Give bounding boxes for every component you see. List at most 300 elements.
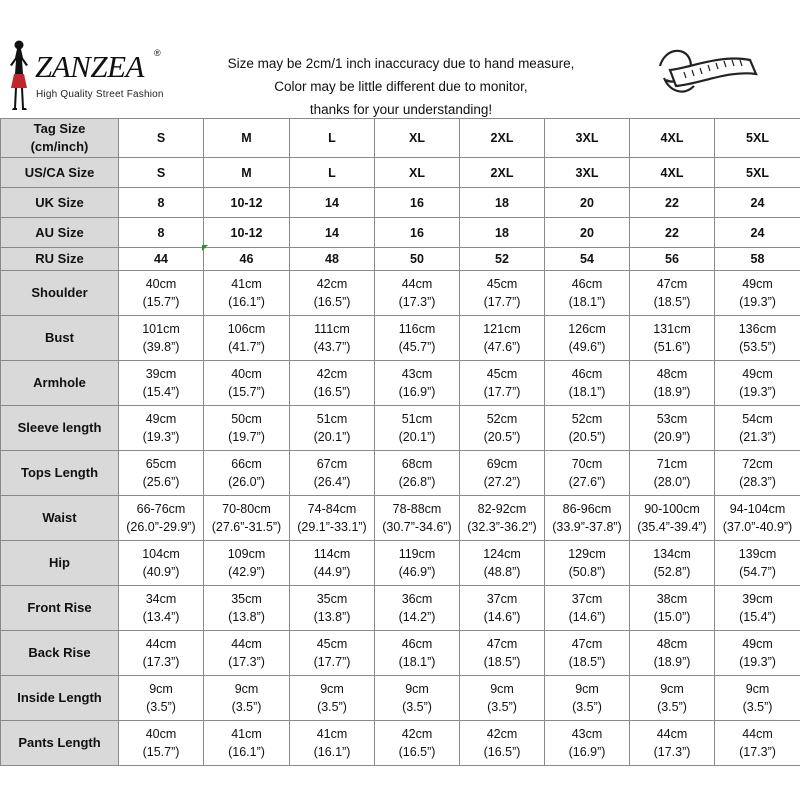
size-cell: 3XL — [545, 158, 630, 188]
cm-value: 48cm — [656, 367, 688, 381]
inch-value: (3.5”) — [657, 700, 687, 714]
inch-value: (14.6”) — [568, 610, 606, 624]
inch-value: (16.5”) — [483, 745, 521, 759]
cm-value: 9cm — [660, 682, 684, 696]
measure-cell — [119, 361, 204, 406]
measure-cell — [375, 361, 460, 406]
cm-value: 40cm — [231, 367, 262, 381]
inch-value: (13.8”) — [228, 610, 265, 624]
inch-value: (15.4”) — [739, 610, 776, 624]
measure-cell — [715, 361, 800, 406]
measure-cell — [204, 721, 290, 766]
row-label — [1, 119, 119, 158]
cm-value: 42cm — [401, 727, 433, 741]
cm-value: 45cm — [316, 637, 348, 651]
row-label — [1, 188, 119, 218]
inch-value: (26.8”) — [398, 475, 436, 489]
measure-cell — [715, 451, 800, 496]
cm-value: 37cm — [486, 592, 518, 606]
inch-value: (16.5”) — [313, 385, 351, 399]
measure-cell — [290, 451, 375, 496]
inch-value: (18.1”) — [568, 385, 606, 399]
cm-value: 37cm — [571, 592, 603, 606]
measure-cell — [290, 316, 375, 361]
inch-value: (18.5”) — [483, 655, 521, 669]
row-label: Shoulder — [1, 271, 119, 316]
size-chart-table — [0, 118, 800, 766]
size-cell: 48 — [290, 248, 375, 271]
cm-value: 49cm — [742, 277, 773, 291]
inch-value: (18.9”) — [653, 385, 691, 399]
measure-cell — [290, 586, 375, 631]
cm-value: 44cm — [145, 637, 177, 651]
inch-value: (15.7”) — [142, 745, 180, 759]
table-row — [1, 676, 800, 721]
size-cell: M — [204, 158, 290, 188]
measure-cell — [630, 496, 715, 541]
inch-value: (18.9”) — [653, 655, 691, 669]
row-label: Armhole — [1, 361, 119, 406]
table-row — [1, 496, 800, 541]
inch-value: (13.8”) — [313, 610, 351, 624]
cm-value: 9cm — [575, 682, 599, 696]
measure-cell — [375, 631, 460, 676]
cm-value: 9cm — [490, 682, 514, 696]
cm-value: 70-80cm — [222, 502, 271, 516]
inch-value: (35.4”-39.4”) — [637, 520, 707, 534]
measure-cell — [290, 496, 375, 541]
measure-cell — [460, 721, 545, 766]
size-cell: 58 — [715, 248, 800, 271]
cm-value: 39cm — [742, 592, 773, 606]
cm-value: 121cm — [483, 322, 521, 336]
cm-value: 45cm — [486, 277, 518, 291]
measure-cell — [630, 361, 715, 406]
inch-value: (39.8”) — [142, 340, 180, 354]
measure-cell — [545, 271, 630, 316]
measure-cell — [715, 631, 800, 676]
measure-cell — [204, 451, 290, 496]
cm-value: 34cm — [145, 592, 177, 606]
size-cell: 18 — [460, 188, 545, 218]
cm-value: 35cm — [231, 592, 262, 606]
inch-value: (16.9”) — [568, 745, 606, 759]
measure-cell — [375, 271, 460, 316]
size-cell: 3XL — [545, 119, 630, 158]
table-row — [1, 631, 800, 676]
row-label-line: RU Size — [35, 251, 84, 266]
table-row — [1, 361, 800, 406]
measure-cell — [630, 541, 715, 586]
inch-value: (3.5”) — [231, 700, 262, 714]
notice-line: thanks for your understanding! — [309, 102, 493, 117]
size-cell: 10-12 — [204, 218, 290, 248]
cm-value: 9cm — [745, 682, 770, 696]
measure-cell — [119, 496, 204, 541]
measure-cell — [290, 721, 375, 766]
cm-value: 49cm — [742, 637, 773, 651]
cm-value: 46cm — [401, 637, 433, 651]
measure-cell — [375, 406, 460, 451]
size-cell: L — [290, 119, 375, 158]
row-label: Waist — [1, 496, 119, 541]
size-cell: XL — [375, 158, 460, 188]
measure-cell — [715, 541, 800, 586]
measure-cell — [119, 451, 204, 496]
brand-tagline: High Quality Street Fashion — [36, 89, 164, 100]
measure-cell — [119, 271, 204, 316]
inch-value: (20.5”) — [483, 430, 521, 444]
cm-value: 69cm — [486, 457, 518, 471]
measure-cell — [460, 406, 545, 451]
cm-value: 94-104cm — [729, 502, 786, 516]
size-cell: 4XL — [630, 158, 715, 188]
cm-value: 46cm — [571, 367, 603, 381]
inch-value: (50.8”) — [568, 565, 606, 579]
measure-cell — [375, 586, 460, 631]
measure-cell — [460, 496, 545, 541]
cm-value: 48cm — [656, 637, 688, 651]
inch-value: (17.3”) — [228, 655, 265, 669]
measure-cell — [119, 541, 204, 586]
measure-cell — [460, 676, 545, 721]
cm-value: 49cm — [742, 367, 773, 381]
size-cell: 5XL — [715, 119, 800, 158]
size-cell: 8 — [119, 218, 204, 248]
size-cell: 22 — [630, 218, 715, 248]
measure-cell — [715, 496, 800, 541]
cm-value: 9cm — [405, 682, 429, 696]
inch-value: (14.2”) — [398, 610, 436, 624]
brand-name: ZANZEA — [35, 49, 144, 84]
inch-value: (33.9”-37.8”) — [552, 520, 622, 534]
size-cell: 8 — [119, 188, 204, 218]
cm-value: 9cm — [320, 682, 344, 696]
cm-value: 66cm — [231, 457, 262, 471]
measure-cell — [460, 586, 545, 631]
cm-value: 109cm — [227, 547, 266, 561]
cm-value: 43cm — [401, 367, 433, 381]
cm-value: 74-84cm — [307, 502, 357, 516]
cm-value: 54cm — [742, 412, 773, 426]
cm-value: 101cm — [142, 322, 180, 336]
measure-cell — [545, 406, 630, 451]
measurement-rows — [1, 271, 800, 766]
inch-value: (3.5”) — [572, 700, 602, 714]
cm-value: 38cm — [656, 592, 688, 606]
measure-cell — [715, 316, 800, 361]
cm-value: 86-96cm — [562, 502, 612, 516]
size-cell: 14 — [290, 188, 375, 218]
row-label-line: AU Size — [35, 224, 84, 240]
row-label: Front Rise — [1, 586, 119, 631]
inch-value: (17.3”) — [653, 745, 691, 759]
size-cell: 10-12 — [204, 188, 290, 218]
cm-value: 131cm — [653, 322, 691, 336]
table-row — [1, 188, 800, 218]
cm-value: 42cm — [486, 727, 518, 741]
inch-value: (17.3”) — [142, 655, 180, 669]
size-cell: 20 — [545, 188, 630, 218]
size-rows — [1, 119, 800, 271]
inch-value: (15.7”) — [228, 385, 265, 399]
inch-value: (18.5”) — [653, 295, 691, 309]
measure-cell — [545, 451, 630, 496]
measure-cell — [545, 586, 630, 631]
inch-value: (20.9”) — [653, 430, 691, 444]
cm-value: 116cm — [398, 322, 436, 336]
measure-cell — [630, 721, 715, 766]
cm-value: 111cm — [314, 322, 350, 336]
cm-value: 72cm — [742, 457, 773, 471]
inch-value: (16.9”) — [398, 385, 436, 399]
size-cell: 50 — [375, 248, 460, 271]
measure-cell — [545, 496, 630, 541]
row-label: Hip — [1, 541, 119, 586]
measure-cell — [290, 361, 375, 406]
size-cell: 14 — [290, 218, 375, 248]
row-label-line: Tag Size — [33, 121, 86, 136]
size-cell: L — [290, 158, 375, 188]
cm-value: 47cm — [486, 637, 518, 651]
cm-value: 49cm — [145, 412, 177, 426]
cm-value: 124cm — [483, 547, 521, 561]
inch-value: (37.0”-40.9”) — [722, 520, 793, 534]
inch-value: (49.6”) — [568, 340, 606, 354]
inch-value: (53.5”) — [739, 340, 776, 354]
size-cell: 22 — [630, 188, 715, 218]
cm-value: 47cm — [656, 277, 688, 291]
measure-cell — [290, 631, 375, 676]
measure-cell — [460, 541, 545, 586]
cm-value: 53cm — [656, 412, 688, 426]
inch-value: (51.6”) — [653, 340, 691, 354]
cm-value: 39cm — [145, 367, 177, 381]
cm-value: 41cm — [231, 277, 262, 291]
cm-value: 44cm — [742, 727, 773, 741]
measure-cell — [204, 316, 290, 361]
table-row — [1, 406, 800, 451]
measurement-notice — [208, 52, 594, 121]
size-cell: 2XL — [460, 119, 545, 158]
size-cell: 16 — [375, 218, 460, 248]
size-cell: 56 — [630, 248, 715, 271]
inch-value: (27.2”) — [483, 475, 521, 489]
cm-value: 82-92cm — [477, 502, 527, 516]
size-cell: XL — [375, 119, 460, 158]
measure-cell — [715, 271, 800, 316]
inch-value: (48.8”) — [483, 565, 521, 579]
measure-cell — [119, 721, 204, 766]
size-cell: 16 — [375, 188, 460, 218]
cm-value: 9cm — [149, 682, 173, 696]
cm-value: 44cm — [231, 637, 262, 651]
cm-value: 136cm — [738, 322, 777, 336]
measure-cell — [545, 361, 630, 406]
inch-value: (26.0”) — [228, 475, 265, 489]
table-row — [1, 271, 800, 316]
inch-value: (47.6”) — [483, 340, 521, 354]
cm-value: 126cm — [568, 322, 606, 336]
inch-value: (26.4”) — [313, 475, 351, 489]
measure-cell — [119, 676, 204, 721]
inch-value: (3.5”) — [487, 700, 517, 714]
inch-value: (21.3”) — [739, 430, 776, 444]
inch-value: (19.3”) — [142, 430, 180, 444]
inch-value: (20.1”) — [398, 430, 436, 444]
row-label — [1, 158, 119, 188]
inch-value: (14.6”) — [483, 610, 521, 624]
measure-cell — [204, 406, 290, 451]
measure-cell — [290, 541, 375, 586]
row-label: Pants Length — [1, 721, 119, 766]
row-label: Sleeve length — [1, 406, 119, 451]
inch-value: (52.8”) — [653, 565, 691, 579]
cm-value: 114cm — [313, 547, 351, 561]
inch-value: (3.5”) — [317, 700, 347, 714]
inch-value: (15.0”) — [653, 610, 691, 624]
cm-value: 40cm — [145, 277, 177, 291]
measure-cell — [375, 676, 460, 721]
size-cell: 54 — [545, 248, 630, 271]
table-row — [1, 451, 800, 496]
measure-cell — [630, 676, 715, 721]
measure-cell — [630, 586, 715, 631]
measure-cell — [119, 316, 204, 361]
row-label — [1, 218, 119, 248]
measure-cell — [545, 631, 630, 676]
cm-value: 46cm — [571, 277, 603, 291]
table-row — [1, 119, 800, 158]
size-cell: M — [204, 119, 290, 158]
row-label-line: (cm/inch) — [30, 139, 89, 154]
cm-value: 41cm — [231, 727, 262, 741]
inch-value: (19.3”) — [739, 385, 776, 399]
measure-cell — [460, 316, 545, 361]
inch-value: (17.7”) — [313, 655, 351, 669]
cm-value: 104cm — [142, 547, 180, 561]
measure-cell — [545, 316, 630, 361]
registered-mark: ® — [154, 48, 161, 58]
inch-value: (3.5”) — [402, 700, 432, 714]
cm-value: 139cm — [738, 547, 777, 561]
table-row — [1, 721, 800, 766]
woman-silhouette-icon — [4, 38, 34, 114]
measure-cell — [545, 541, 630, 586]
inch-value: (40.9”) — [142, 565, 180, 579]
inch-value: (19.7”) — [228, 430, 265, 444]
inch-value: (3.5”) — [146, 700, 176, 714]
inch-value: (20.1”) — [313, 430, 351, 444]
inch-value: (27.6”-31.5”) — [211, 520, 282, 534]
measure-cell — [119, 586, 204, 631]
size-cell: 52 — [460, 248, 545, 271]
measure-cell — [204, 541, 290, 586]
measure-cell — [204, 271, 290, 316]
cm-value: 41cm — [316, 727, 348, 741]
inch-value: (16.1”) — [228, 745, 265, 759]
table-row — [1, 316, 800, 361]
notice-line: Color may be little different due to monitor, — [274, 79, 528, 94]
cm-value: 45cm — [486, 367, 518, 381]
inch-value: (28.0”) — [653, 475, 691, 489]
row-label-line: UK Size — [35, 194, 84, 210]
measure-cell — [290, 406, 375, 451]
row-label: Bust — [1, 316, 119, 361]
cm-value: 90-100cm — [644, 502, 700, 516]
inch-value: (17.3”) — [739, 745, 776, 759]
measure-cell — [375, 496, 460, 541]
cm-value: 40cm — [145, 727, 177, 741]
measure-cell — [290, 676, 375, 721]
inch-value: (27.6”) — [568, 475, 606, 489]
measure-cell — [545, 676, 630, 721]
size-cell: 20 — [545, 218, 630, 248]
measure-cell — [375, 451, 460, 496]
cm-value: 106cm — [227, 322, 266, 336]
table-row — [1, 158, 800, 188]
cm-value: 67cm — [316, 457, 348, 471]
inch-value: (18.1”) — [568, 295, 606, 309]
measure-cell — [715, 406, 800, 451]
measure-cell — [460, 361, 545, 406]
measure-cell — [630, 631, 715, 676]
row-label: Inside Length — [1, 676, 119, 721]
inch-value: (13.4”) — [142, 610, 180, 624]
size-cell: 44 — [119, 248, 204, 271]
cm-value: 42cm — [316, 277, 348, 291]
cm-value: 44cm — [401, 277, 433, 291]
table-row — [1, 248, 800, 271]
cm-value: 52cm — [486, 412, 518, 426]
inch-value: (16.1”) — [228, 295, 265, 309]
measure-cell — [630, 406, 715, 451]
inch-value: (28.3”) — [739, 475, 776, 489]
cm-value: 119cm — [398, 547, 436, 561]
inch-value: (54.7”) — [739, 565, 776, 579]
inch-value: (19.3”) — [739, 655, 776, 669]
measure-cell — [460, 271, 545, 316]
measure-cell — [204, 586, 290, 631]
cm-value: 35cm — [316, 592, 348, 606]
size-cell: 5XL — [715, 158, 800, 188]
table-row — [1, 586, 800, 631]
inch-value: (19.3”) — [739, 295, 776, 309]
measure-cell — [460, 631, 545, 676]
inch-value: (42.9”) — [228, 565, 265, 579]
measure-cell — [545, 721, 630, 766]
measure-cell — [715, 676, 800, 721]
inch-value: (15.4”) — [142, 385, 180, 399]
cm-value: 51cm — [316, 412, 348, 426]
size-cell: S — [119, 158, 204, 188]
brand-logo — [4, 38, 200, 116]
inch-value: (20.5”) — [568, 430, 606, 444]
measure-cell — [204, 631, 290, 676]
measure-cell — [119, 631, 204, 676]
inch-value: (3.5”) — [742, 700, 773, 714]
size-cell: 24 — [715, 218, 800, 248]
cm-value: 36cm — [401, 592, 433, 606]
measure-cell — [375, 721, 460, 766]
inch-value: (29.1”-33.1”) — [297, 520, 367, 534]
cm-value: 134cm — [653, 547, 691, 561]
cm-value: 70cm — [571, 457, 603, 471]
inch-value: (44.9”) — [313, 565, 351, 579]
cm-value: 78-88cm — [392, 502, 442, 516]
measure-cell — [630, 271, 715, 316]
inch-value: (43.7”) — [313, 340, 351, 354]
